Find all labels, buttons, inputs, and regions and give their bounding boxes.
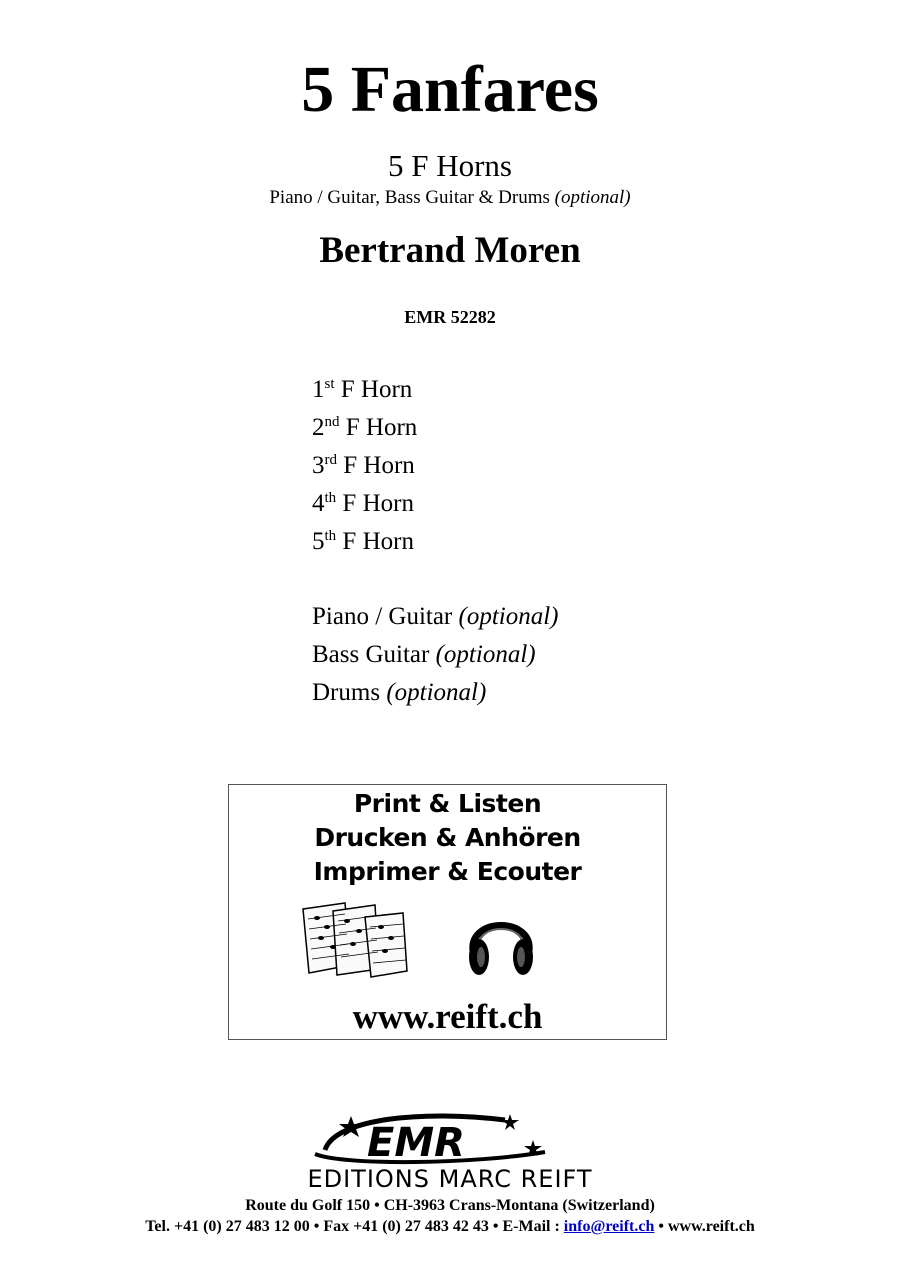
part-item: 5th F Horn — [312, 528, 414, 555]
promo-line-french: Imprimer & Ecouter — [313, 857, 582, 886]
part-item: 4th F Horn — [312, 490, 414, 517]
instrumentation — [0, 186, 900, 210]
promo-line-english: Print & Listen — [353, 789, 542, 818]
email-link[interactable]: info@reift.ch — [563, 1218, 655, 1235]
headphones-icon — [465, 903, 537, 981]
publisher-contact: Tel. +41 (0) 27 483 12 00 • Fax +41 (0) 27 483 42 43 • E-Mail : info@reift.ch • www.reift.ch — [145, 1218, 755, 1235]
composer-name: Bertrand Moren — [319, 230, 581, 271]
part-item: Bass Guitar (optional) — [312, 641, 536, 668]
part-item: Piano / Guitar (optional) — [312, 603, 559, 630]
print-listen-box — [228, 784, 667, 1040]
page-title: 5 Fanfares — [301, 53, 599, 126]
publisher-address: Route du Golf 150 • CH-3963 Crans-Montana (Switzerland) — [245, 1197, 655, 1214]
emr-logo-text: EMR — [367, 1120, 465, 1166]
part-item: 1st F Horn — [312, 376, 413, 403]
part-item: 3rd F Horn — [312, 452, 415, 479]
instrumentation-main: Piano / Guitar, Bass Guitar & Drums — [269, 187, 555, 208]
publisher-name: EDITIONS MARC REIFT — [307, 1165, 593, 1193]
horn-parts-list — [312, 371, 417, 561]
emr-logo — [305, 1110, 595, 1168]
part-item: Drums (optional) — [312, 679, 487, 706]
sheet-music-icon — [299, 901, 411, 979]
subtitle: 5 F Horns — [387, 148, 512, 183]
instrumentation-optional: (optional) — [554, 187, 631, 208]
other-parts-list — [312, 598, 559, 712]
promo-line-german: Drucken & Anhören — [314, 823, 581, 852]
promo-url[interactable]: www.reift.ch — [352, 997, 543, 1036]
part-item: 2nd F Horn — [312, 414, 418, 441]
catalog-number: EMR 52282 — [404, 307, 496, 327]
